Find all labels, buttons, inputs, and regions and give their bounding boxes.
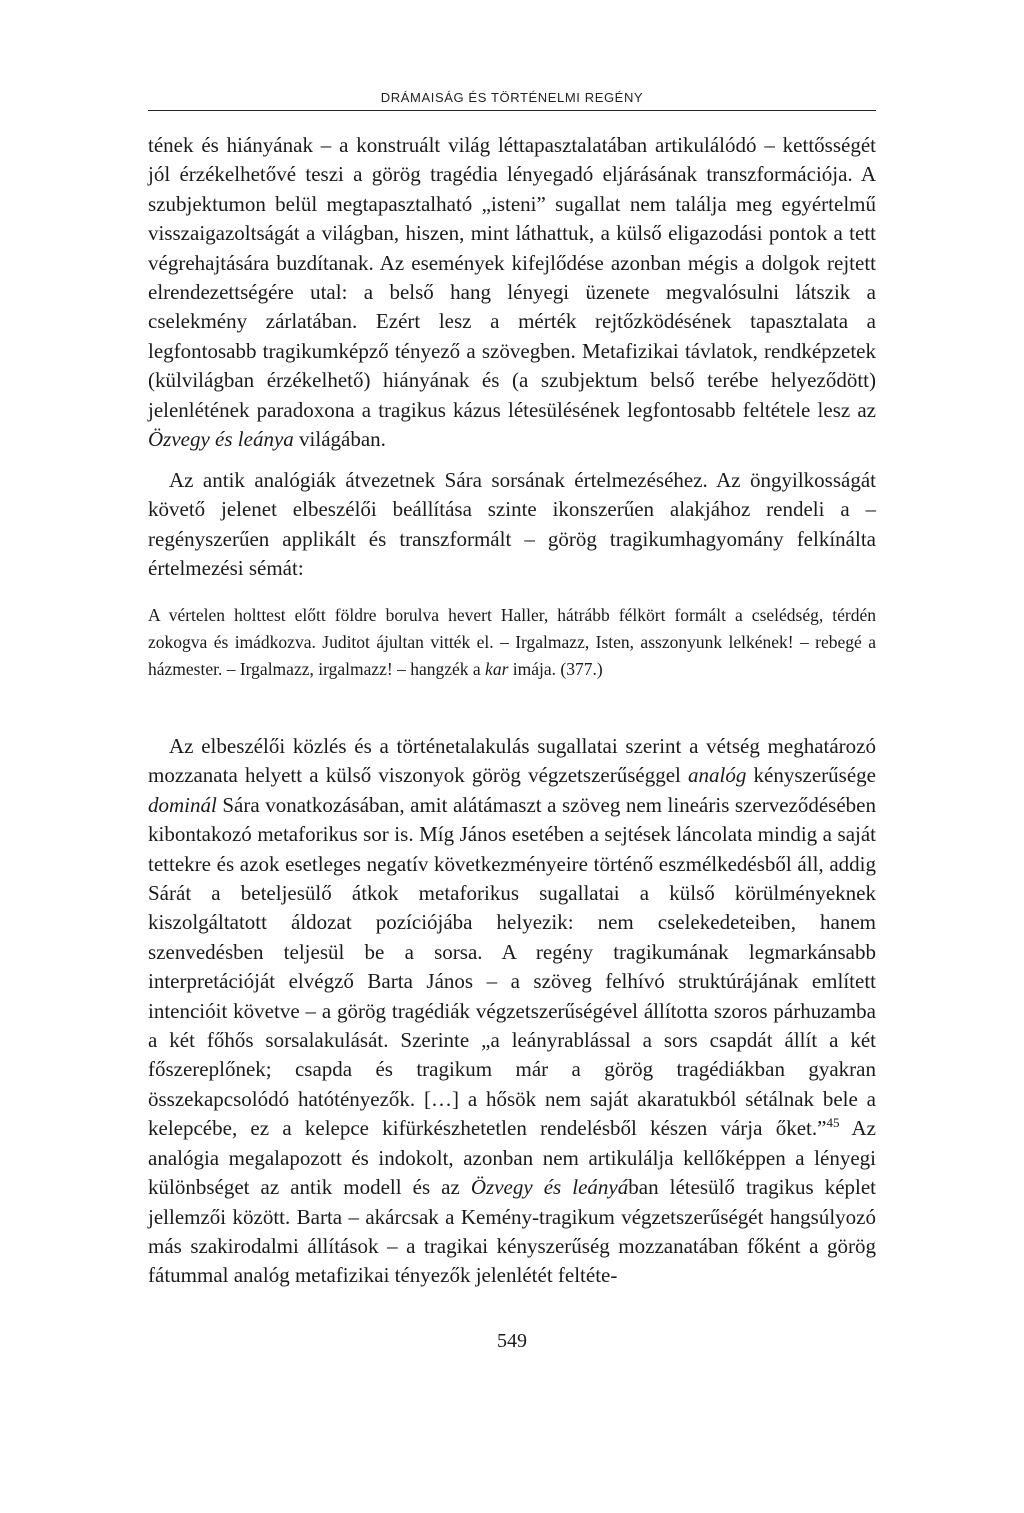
text-run: ban létesülő tragikus képlet jellemzői között. Barta – akárcsak a Kemény-tragikum végzetszerűségét hangsúlyozó más szakirodalmi állítások – a tragikai kényszerűség mozzanatában főként a görög fátummal analóg metafizikai tényezők jelenlétét feltéte- — [148, 1175, 876, 1288]
italic-word: kar — [485, 659, 509, 679]
page-number: 549 — [497, 1330, 527, 1352]
block-quotation — [148, 602, 876, 683]
text-run: imája. (377.) — [508, 659, 603, 679]
header-rule — [148, 110, 876, 111]
italic-title: Özvegy és leányá — [470, 1175, 629, 1200]
quotation-text — [148, 602, 876, 683]
text-run: Sára vonatkozásában, amit alátámaszt a szöveg nem lineáris szerveződésében kibontakozó metaforikus sor is. Míg János esetében a sejtések láncolata mindig a saját tettekre és azok esetleges negatív következményeire történő eszmélkedésből áll, addig Sárát a beteljesülő átkok metaforikus sugallatai a külső körülményeknek kiszolgáltatott áldozat pozíciójába helyezik: nem cselekedeteiben, hanem szenvedésben teljesül be a sorsa. A regény tragikumának legmarkánsabb interpretációját elvégző Barta János – a szöveg felhívó struktúrájának említett intencióit követve – a görög tragédiák végzetszerűségével állította szoros párhuzamba a két főhős sorsalakulását. Szerinte „a leányrablással a sors csapdát állít a két főszereplőnek; csapda és tragikum már a görög tragédiákban gyakran összekapcsolódó hatótényezők. […] a hősök nem saját akaratukból sétálnak bele a kelepcébe, ez a kelepce kifürkészhetetlen rendelésből készen várja őket.” — [148, 792, 876, 1141]
running-head: DRÁMAISÁG ÉS TÖRTÉNELMI REGÉNY — [380, 90, 644, 105]
text-run: világában. — [293, 427, 386, 452]
paragraph-narrative-analysis — [148, 732, 876, 1291]
paragraph — [148, 131, 876, 454]
italic-title: Özvegy és leánya — [148, 427, 294, 452]
text-run: Az elbeszélői közlés és a történetalakulás sugallatai szerint a vétség meghatározó mozzanata helyett a külső viszonyok görög végzetszerűséggel — [148, 734, 876, 788]
paragraph — [148, 732, 876, 1291]
paragraph-antique-analogies — [148, 466, 876, 584]
text-run: Az analógia megalapozott és indokolt, azonban nem artikulálja kellőképpen a lényegi különbséget az antik modell és az — [148, 1116, 877, 1200]
text-run: A vértelen holttest előtt földre borulva hevert Haller, hátrább félkört formált a cselédség, térdén zokogva és imádkozva. Juditot ájultan vitték el. – Irgalmazz, Isten, asszonyunk lelkének! – rebegé a házmester. – Irgalmazz, irgalmazz! – hangzék a — [148, 605, 876, 679]
paragraph: Az antik analógiák átvezetnek Sára sorsának értelmezéséhez. Az öngyilkosságát követő jelenet elbeszélői beállítása szinte ikonszerűen alakjához rendeli a – regényszerűen applikált és transzformált – görög tragikumhagyomány felkínálta értelmezési sémát: — [148, 468, 876, 581]
paragraph-continuation — [148, 131, 876, 454]
footnote-reference: 45 — [826, 1115, 840, 1131]
italic-word: analóg — [688, 763, 747, 788]
text-run: tének és hiányának – a konstruált világ léttapasztalatában artikulálódó – kettősségét jól érzékelhetővé teszi a görög tragédia lényegadó eljárásának transzformációja. A szubjektumon belül megtapasztalható „isteni” sugallat nem találja meg egyértelmű visszaigazoltságát a világban, hiszen, mint láthattuk, a külső eligazodási pontok a tett végrehajtására buzdítanak. Az események kifejlődése azonban mégis a dolgok rejtett elrendezettségére utal: a belső hang lényegi üzenete megvalósulni látszik a cselekmény zárlatában. Ezért lesz a mérték rejtőzködésének tapasztalata a legfontosabb tragikumképző tényező a szövegben. Metafizikai távlatok, rendképzetek (külvilágban érzékelhető) hiányának és (a szubjektum belső terébe helyeződött) jelenlétének paradoxona a tragikus kázus létesülésének legfontosabb feltétele lesz az — [148, 133, 876, 422]
text-run: kényszerűsége — [746, 763, 876, 788]
italic-word: dominál — [148, 792, 217, 817]
